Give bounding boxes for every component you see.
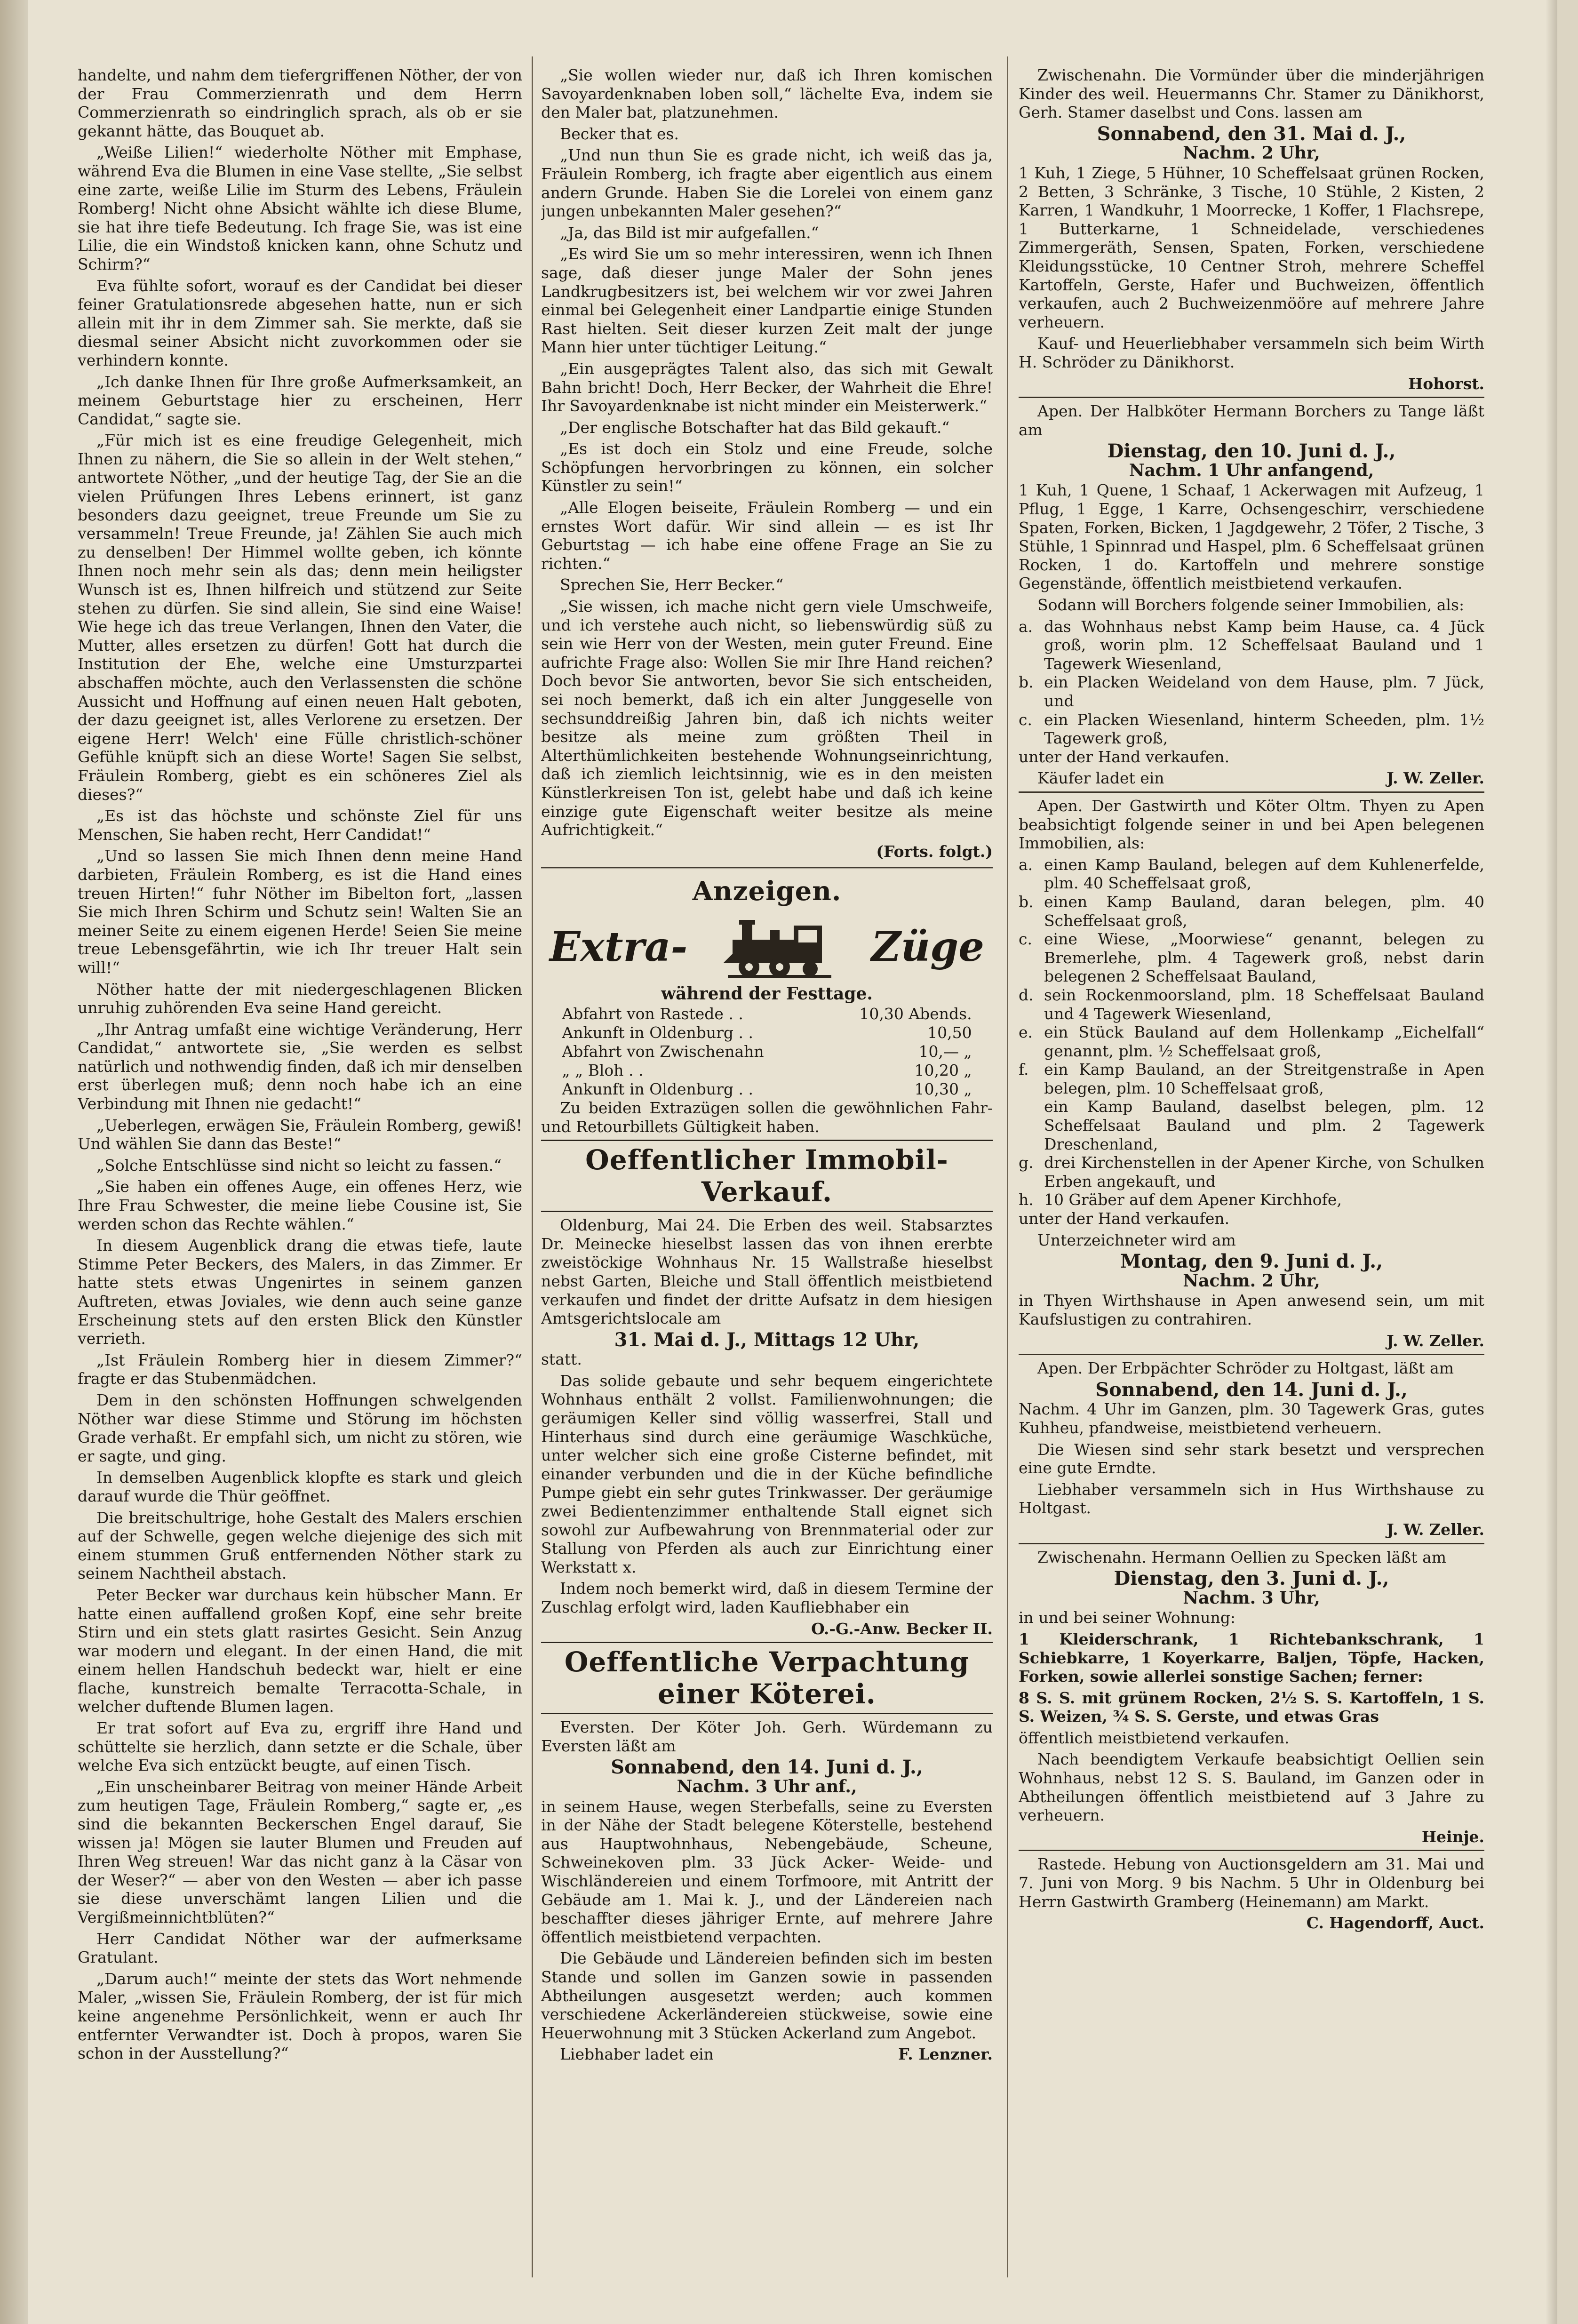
list-item [1019, 986, 1484, 1023]
ad-text: in seinem Hause, wegen Sterbefalls, seine zu Eversten in der Nähe der Stadt belegene Köterstelle, bestehend aus Hauptwohnhaus, Nebengebäude, Scheune, Schweinekoven plm. 33 Jück Acker- Weide- und Wischländereien und einem Torfmoore, mit Antritt der Gebäude am 1. Mai k. J., und der Ländereien nach beschaffter dieses jähriger Ernte, auf mehrere Jahre öffentlich meistbietend verpachten. [541, 1797, 993, 1946]
story-paragraph: Sprechen Sie, Herr Becker.“ [560, 575, 784, 594]
list-text: ein Kamp Bauland, daselbst belegen, plm. 12 Scheffelsaat Bauland und plm. 2 Tagewerk Dreschenland, [1044, 1097, 1484, 1153]
advertisements-heading: Anzeigen. [541, 867, 993, 907]
ad-date: Sonnabend, den 14. Juni d. J., [611, 1756, 923, 1779]
ad-text: Unterzeichneter wird am [1037, 1230, 1236, 1249]
ad-text: Apen. Der Halbköter Hermann Borchers zu Tange läßt am [1019, 402, 1484, 439]
story-paragraph: handelte, und nahm dem tiefergriffenen Nöther, der von der Frau Commerzienrath und dem Herrn Commerzienrath so eindringlich sprach, als ob er sie gekannt hätte, das Bouquet ab. [78, 66, 522, 140]
newspaper-page [28, 0, 1557, 2324]
schedule-note: Zu beiden Extrazügen sollen die gewöhnlichen Fahr- und Retourbillets Gültigkeit haben. [541, 1098, 993, 1136]
story-paragraph: „Für mich ist es eine freudige Gelegenheit, mich Ihnen zu nähern, die Sie so allein in der Welt stehen,“ antwortete Nöther, „und der heutige Tag, der Sie an die vielen Prüfungen Ihres Lebens erinnert, ist ganz besonders dazu geeignet, treue Freunde um Sie zu versammeln! Treue Freunde, ja! Zählen Sie auch mich zu denselben! Der Himmel wollte geben, ich könnte Ihnen noch mehr sein als das; denn mein heiligster Wunsch ist es, Ihnen hilfreich und stützend zur Seite stehen zu dürfen. Sie sind allein, Sie sind eine Waise! Wie hege ich das treue Verlangen, Ihnen den Vater, die Mutter, alles ersetzen zu dürfen! Gott hat durch die Institution der Ehe, welche eine Umsturzpartei abschaffen möchte, auch den Verlassensten die schöne Aussicht und Hoffnung auf einen neuen Halt geboten, der dazu geeignet ist, alles Verlorene zu ersetzen. Der eigene Herr! Welch' eine Fülle christlich-schöner Gefühle knüpft sich an diese Worte! Sagen Sie selbst, Fräulein Romberg, giebt es ein schöneres Ziel als dieses?“ [78, 431, 522, 804]
list-key: d. [1019, 985, 1034, 1004]
schedule-row [559, 1080, 974, 1099]
story-and-ads-column-2 [541, 66, 993, 2066]
schedule-time: 10,30 „ [914, 1079, 972, 1098]
ad-text: Apen. Der Erbpächter Schröder zu Holtgast, läßt am [1037, 1359, 1454, 1378]
schedule-label: Abfahrt von Zwischenahn [562, 1042, 764, 1061]
ad-signature: Hohorst. [1408, 374, 1484, 393]
ad-text: Zwischenahn. Hermann Oellien zu Specken läßt am [1037, 1548, 1447, 1566]
schedule-row [559, 1023, 974, 1042]
trains-label: Züge [871, 923, 984, 971]
ad-text: Nachm. 4 Uhr im Ganzen, plm. 30 Tagewerk Gras, gutes Kuhheu, pfandweise, meistbietend verheuern. [1019, 1400, 1484, 1437]
list-key: a. [1019, 617, 1033, 636]
ad-text: Sodann will Borchers folgende seiner Immobilien, als: [1037, 596, 1465, 615]
ad-divider [1019, 1354, 1484, 1355]
list-key: a. [1019, 855, 1033, 874]
schedule-row [559, 1042, 974, 1061]
schedule-time: 10,— „ [918, 1042, 972, 1061]
extra-label: Extra- [550, 923, 688, 971]
story-paragraph: „Weiße Lilien!“ wiederholte Nöther mit Emphase, während Eva die Blumen in eine Vase stellte, „Sie selbst eine zarte, weiße Lilie im Sturm des Lebens, Fräulein Romberg! Nicht ohne Absicht wählte ich diese Blume, sie hat ihre tiefe Bedeutung. Ich frage Sie, was ist eine Lilie, die ein Windstoß knicken kann, ohne Schutz und Schirm?“ [78, 143, 522, 273]
list-text: ein Stück Bauland auf dem Hollenkamp „Eichelfall“ genannt, plm. ½ Scheffelsaat groß, [1044, 1023, 1484, 1060]
story-paragraph: Nöther hatte der mit niedergeschlagenen Blicken unruhig zuhörenden Eva seine Hand gereicht. [78, 980, 522, 1017]
list-text: einen Kamp Bauland, daran belegen, plm. 40 Scheffelsaat groß, [1044, 892, 1484, 930]
list-item [1019, 1097, 1484, 1153]
story-paragraph: „Sie wissen, ich mache nicht gern viele Umschweife, und ich verstehe auch nicht, so liebenswürdig süß zu sein wie Herr von der Westen, mein guter Freund. Eine aufrichte Frage also: Wollen Sie mir Ihre Hand reichen? Doch bevor Sie antworten, bevor Sie sich entscheiden, sei noch bemerkt, daß ich ein alter Junggeselle von sechsunddreißig Jahren bin, daß ich nichts weiter besitze als meine zum größten Theil in Alterthümlichkeiten bestehende Wohnungseinrichtung, daß ich ziemlich leichtsinnig, wie es in den meisten Künstlerkreisen Ton ist, gelebt habe und daß ich keine einzige gute Eigenschaft weiter besitze als meine Aufrichtigkeit.“ [541, 597, 993, 839]
list-text: einen Kamp Bauland, belegen auf dem Kuhlenerfelde, plm. 40 Scheffelsaat groß, [1044, 855, 1484, 893]
list-text: das Wohnhaus nebst Kamp beim Hause, ca. 4 Jück groß, worin plm. 12 Scheffelsaat Bauland und 1 Tagewerk Wiesenland, [1044, 617, 1484, 673]
list-text: 10 Gräber auf dem Apener Kirchhofe, [1044, 1190, 1342, 1209]
story-paragraph: „Solche Entschlüsse sind nicht so leicht zu fassen.“ [96, 1156, 502, 1174]
story-paragraph: „Ist Fräulein Romberg hier in diesem Zimmer?“ fragte er das Stubenmädchen. [78, 1350, 522, 1388]
lease-heading: Oeffentliche Verpachtung einer Köterei. [541, 1642, 993, 1714]
ad-text: unter der Hand verkaufen. [1019, 747, 1230, 766]
story-paragraph: „Ein unscheinbarer Beitrag von meiner Hände Arbeit zum heutigen Tage, Fräulein Romberg,“ sagte er, „es sind die bekannten Beckerschen Engel darauf, Sie wissen ja! Mögen sie lauter Blumen und Freuden auf Ihren Weg streuen! War das nicht ganz à la Cäsar von der Weser?“ — aber von den Westen — aber ich passe sie diese unverschämt langen Lilien und die Vergißmeinnichtblüten?“ [78, 1777, 522, 1926]
ad-text: in und bei seiner Wohnung: [1019, 1608, 1235, 1627]
ad-text: Liebhaber versammeln sich in Hus Wirthshause zu Holtgast. [1019, 1480, 1484, 1517]
story-paragraph: „Sie wollen wieder nur, daß ich Ihren komischen Savoyardenknaben loben soll,“ lächelte Eva, indem sie den Maler bat, platzunehmen. [541, 66, 993, 122]
schedule-time: 10,20 „ [914, 1061, 972, 1079]
ad-text: 8 S. S. mit grünem Rocken, 2½ S. S. Kartoffeln, 1 S. S. Weizen, ¾ S. S. Gerste, und etwas Gras [1019, 1688, 1484, 1726]
ad-footer [541, 2045, 993, 2064]
story-paragraph: „Alle Elogen beiseite, Fräulein Romberg — und ein ernstes Wort dafür. Wir sind allein — es ist Ihr Geburtstag — ich habe eine offene Frage an Sie zu richten.“ [541, 498, 993, 573]
list-text: ein Placken Weideland von dem Hause, plm. 7 Jück, und [1044, 673, 1484, 710]
story-paragraph: Peter Becker war durchaus kein hübscher Mann. Er hatte einen auffallend großen Kopf, eine sehr breite Stirn und ein stets glatt rasirtes Gesicht. Sein Anzug war modern und elegant. In der einen Hand, die mit einem hellen Handschuh bedeckt war, hielt er eine flache, kunstreich bemalte Terracotta-Schale, in welcher duftende Blumen lagen. [78, 1585, 522, 1716]
story-paragraph: Die breitschultrige, hohe Gestalt des Malers erschien auf der Schwelle, gegen welche diejenige des sich mit einem stummen Gruß entfernenden Nöther stark zu seinem Nachtheil abstach. [78, 1508, 522, 1583]
list-item [1019, 1060, 1484, 1097]
list-text: eine Wiese, „Moorwiese“ genannt, belegen zu Bremerlehe, plm. 4 Tagewerk groß, nebst darin belegenen 2 Scheffelsaat Bauland, [1044, 930, 1484, 986]
story-paragraph: Dem in den schönsten Hoffnungen schwelgenden Nöther war diese Stimme und Störung im höchsten Grade verhaßt. Er empfahl sich, um nicht zu stören, wie er sagte, und ging. [78, 1390, 522, 1465]
ad-date: 31. Mai d. J., Mittags 12 Uhr, [614, 1328, 920, 1351]
list-item [1019, 855, 1484, 893]
list-key: f. [1019, 1060, 1029, 1079]
ad-signature: C. Hagendorff, Auct. [1306, 1914, 1484, 1933]
ad-text: 1 Kuh, 1 Quene, 1 Schaaf, 1 Ackerwagen mit Aufzeug, 1 Pflug, 1 Egge, 1 Karre, Ochsengeschirr, verschiedene Spaten, Forken, Bicken, 1 Jagdgewehr, 2 Töfer, 2 Tische, 3 Stühle, 1 Spinnrad und Haspel, plm. 6 Scheffelsaat grünen Rocken, 1 do. Kartoffeln und mehrere sonstige Gegenstände, öffentlich meistbietend verkaufen. [1019, 481, 1484, 593]
column-rule [532, 56, 533, 2277]
list-item [1019, 893, 1484, 930]
extra-trains-ad [541, 911, 993, 982]
list-key: e. [1019, 1023, 1033, 1042]
story-paragraph: Becker that es. [560, 124, 679, 143]
schedule-label: Abfahrt von Rastede . . [562, 1004, 743, 1023]
list-item [1019, 711, 1484, 748]
ad-text: unter der Hand verkaufen. [1019, 1209, 1230, 1228]
story-paragraph: „Sie haben ein offenes Auge, ein offenes Herz, wie Ihre Frau Schwester, die meine liebe Cousine ist, Sie werden schon das Rechte wählen.“ [78, 1177, 522, 1233]
story-paragraph: „Es ist doch ein Stolz und eine Freude, solche Schöpfungen hervorbringen zu können, ein solcher Künstler zu sein!“ [541, 439, 993, 495]
list-key: h. [1019, 1190, 1034, 1209]
ad-divider [1019, 1543, 1484, 1544]
story-paragraph: „Ueberlegen, erwägen Sie, Fräulein Romberg, gewiß! Und wählen Sie dann das Beste!“ [78, 1116, 522, 1153]
ad-text: Die Wiesen sind sehr stark besetzt und versprechen eine gute Erndte. [1019, 1440, 1484, 1477]
ad-time: Nachm. 2 Uhr, [1183, 143, 1320, 163]
list-text: sein Rockenmoorsland, plm. 18 Scheffelsaat Bauland und 4 Tagewerk Wiesenland, [1044, 985, 1484, 1023]
schedule-row [559, 1005, 974, 1023]
schedule-label: Ankunft in Oldenburg . . [562, 1079, 754, 1098]
list-item [1019, 1190, 1484, 1209]
ad-text: Das solide gebaute und sehr bequem eingerichtete Wohnhaus enthält 2 vollst. Familienwohnungen; die geräumigen Keller sind völlig wasserfrei, Stall und Hinterhaus sind durch eine geräumige Waschküche, unter welcher sich eine große Cisterne befindet, mit einander verbunden und die in der Küche befindliche Pumpe giebt ein sehr gutes Trinkwasser. Der geräumige zwei Bedientenzimmer enthaltende Stall eignet sich sowohl zur Aufbewahrung von Brennmaterial oder zur Stallung von Pferden als auch zur Einrichtung einer Werkstatt x. [541, 1371, 993, 1576]
invite-label: Liebhaber ladet ein [560, 2045, 714, 2064]
story-column-1 [78, 66, 522, 2066]
list-item [1019, 673, 1484, 710]
list-key: c. [1019, 710, 1032, 729]
page-edge-shadow [1546, 0, 1557, 2324]
schedule-label: Ankunft in Oldenburg . . [562, 1023, 754, 1042]
ad-text: öffentlich meistbietend verkaufen. [1019, 1728, 1290, 1747]
list-item [1019, 1023, 1484, 1060]
schedule-label: „ „ Bloh . . [562, 1061, 644, 1079]
binding-gutter [0, 0, 28, 2324]
ad-date: Sonnabend, den 14. Juni d. J., [1095, 1378, 1408, 1401]
ad-footer [1019, 769, 1484, 788]
invite-label: Käufer ladet ein [1037, 769, 1164, 788]
ad-signature: J. W. Zeller. [1387, 1520, 1484, 1539]
list-item [1019, 1153, 1484, 1190]
list-key: g. [1019, 1153, 1034, 1172]
ad-date: Montag, den 9. Juni d. J., [1120, 1250, 1383, 1273]
ad-text: 1 Kuh, 1 Ziege, 5 Hühner, 10 Scheffelsaat grünen Rocken, 2 Betten, 3 Schränke, 3 Tische, 10 Stühle, 2 Kisten, 2 Karren, 1 Wandkuhr, 1 Moorrecke, 1 Koffer, 1 Flachsrepe, 1 Butterkarne, 1 Schneidelade, verschiedenes Zimmergeräth, Sensen, Spaten, Forken, verschiedene Kleidungsstücke, 10 Centner Stroh, mehrere Scheffel Kartoffeln, Gerste, Hafer und Buchweizen, öffentlich verkaufen, auch 2 Buchweizenmööre auf mehrere Jahre verheuern. [1019, 163, 1484, 331]
story-paragraph: „Und nun thun Sie es grade nicht, ich weiß das ja, Fräulein Romberg, ich fragte aber eigentlich aus einem andern Grunde. Haben Sie die Lorelei von einem ganz jungen unbekannten Maler gesehen?“ [541, 146, 993, 221]
continuation-note: (Forts. folgt.) [876, 842, 993, 861]
ad-text: Rastede. Hebung von Auctionsgeldern am 31. Mai und 7. Juni von Morg. 9 bis Nachm. 5 Uhr in Oldenburg bei Herrn Gastwirth Gramberg (Heinemann) am Markt. [1019, 1855, 1484, 1911]
ad-text: in Thyen Wirthshause in Apen anwesend sein, um mit Kaufslustigen zu contrahiren. [1019, 1291, 1484, 1328]
ads-column-3 [1019, 66, 1484, 1935]
ad-text: Eversten. Der Köter Joh. Gerh. Würdemann zu Eversten läßt am [541, 1718, 993, 1755]
ad-date: Dienstag, den 10. Juni d. J., [1107, 440, 1396, 463]
locomotive-icon [723, 911, 836, 982]
ad-divider [1019, 791, 1484, 793]
list-key [1019, 1097, 1037, 1153]
property-sale-heading: Oeffentlicher Immobil-Verkauf. [541, 1140, 993, 1212]
list-text: drei Kirchenstellen in der Apener Kirche, von Schulken Erben angekauft, und [1044, 1153, 1484, 1190]
ad-signature: J. W. Zeller. [1387, 1331, 1484, 1350]
ad-text: statt. [541, 1350, 582, 1369]
story-paragraph: „Darum auch!“ meinte der stets das Wort nehmende Maler, „wissen Sie, Fräulein Romberg, der ist für mich keine angenehme Persönlichkeit, wenn er auch Ihr entfernter Verwandter ist. Doch à propos, waren Sie schon in der Ausstellung?“ [78, 1969, 522, 2063]
story-paragraph: Herr Candidat Nöther war der aufmerksame Gratulant. [78, 1929, 522, 1967]
ad-signature: Heinje. [1421, 1827, 1484, 1846]
ad-text: Oldenburg, Mai 24. Die Erben des weil. Stabsarztes Dr. Meinecke hieselbst lassen das von ihnen ererbte zweistöckige Wohnhaus Nr. 15 Wallstraße hieselbst nebst Garten, Bleiche und Stall öffentlich meistbietend verkaufen und findet der dritte Aufsatz in dem hiesigen Amtsgerichtslocale am [541, 1216, 993, 1328]
list-key: b. [1019, 673, 1034, 692]
schedule-time: 10,50 [927, 1023, 972, 1042]
ad-text: Nach beendigtem Verkaufe beabsichtigt Oellien sein Wohnhaus, nebst 12 S. S. Bauland, im Ganzen oder in Abtheilungen öffentlich meistbietend auf 3 Jahre zu verheuern. [1019, 1750, 1484, 1825]
ad-text: Die Gebäude und Ländereien befinden sich im besten Stande und sollen im Ganzen sowie in passenden Abtheilungen ausgesetzt werden; auch kommen verschiedene Ackerländereien stückweise, sowie eine Heuerwohnung mit 3 Stücken Ackerland zum Angebot. [541, 1949, 993, 2042]
list-item [1019, 617, 1484, 673]
story-paragraph: „Und so lassen Sie mich Ihnen denn meine Hand darbieten, Fräulein Romberg, es ist die Hand eines treuen Hirten!“ fuhr Nöther im Bibelton fort, „lassen Sie mich Ihren Schirm und Schutz sein! Walten Sie an meiner Seite zu einem eigenen Herde! Seien Sie meine treue Lebensgefährtin, wie ich Ihr treuer Halt sein will!“ [78, 847, 522, 977]
story-paragraph: Eva fühlte sofort, worauf es der Candidat bei dieser feiner Gratulationsrede abgesehen hatte, nun er sich allein mit ihr in dem Zimmer sah. Sie merkte, daß sie diesmal seiner Absicht nicht zuvorkommen oder sie verhindern konnte. [78, 276, 522, 369]
story-paragraph: Er trat sofort auf Eva zu, ergriff ihre Hand und schüttelte sie herzlich, dann setzte er die Schale, über welche Eva sich entzückt beugte, auf einen Tisch. [78, 1719, 522, 1775]
list-key: c. [1019, 930, 1032, 949]
story-paragraph: „Ja, das Bild ist mir aufgefallen.“ [560, 223, 819, 242]
ad-text: Kauf- und Heuerliebhaber versammeln sich beim Wirth H. Schröder zu Dänikhorst. [1019, 334, 1484, 371]
list-text: ein Kamp Bauland, an der Streitgenstraße in Apen belegen, plm. 10 Scheffelsaat groß, [1044, 1060, 1484, 1097]
story-paragraph: „Ein ausgeprägtes Talent also, das sich mit Gewalt Bahn bricht! Doch, Herr Becker, der Wahrheit die Ehre! Ihr Savoyardenknabe ist nicht minder ein Meisterwerk.“ [541, 359, 993, 415]
story-paragraph: „Es ist das höchste und schönste Ziel für uns Menschen, Sie haben recht, Herr Candidat!“ [78, 807, 522, 844]
ad-time: Nachm. 1 Uhr anfangend, [1129, 460, 1374, 480]
ad-signature: F. Lenzner. [898, 2045, 993, 2064]
train-schedule [559, 1005, 974, 1099]
story-paragraph: „Es wird Sie um so mehr interessiren, wenn ich Ihnen sage, daß dieser junge Maler der Sohn jenes Landkrugbesitzers ist, bei welchem wir vor zwei Jahren einmal bei Gelegenheit einer Landpartie einige Stunden Rast hielten. Seit dieser kurzen Zeit malt der junge Mann hier unter tüchtiger Leitung.“ [541, 245, 993, 357]
ad-text: Indem noch bemerkt wird, daß in diesem Termine der Zuschlag erfolgt wird, laden Kaufliebhaber ein [541, 1579, 993, 1616]
column-rule [1007, 56, 1008, 2277]
ad-text: Zwischenahn. Die Vormünder über die minderjährigen Kinder des weil. Heuermanns Chr. Stamer zu Dänikhorst, Gerh. Stamer daselbst und Cons. lassen am [1019, 66, 1484, 122]
list-text: ein Placken Wiesenland, hinterm Scheeden, plm. 1½ Tagewerk groß, [1044, 710, 1484, 748]
story-paragraph: In diesem Augenblick drang die etwas tiefe, laute Stimme Peter Beckers, des Malers, in das Zimmer. Er hatte stets etwas Ungenirtes in seinem ganzen Auftreten, etwas Joviales, wie denn auch seine ganze Erscheinung stets auf den ersten Blick den Künstler verrieth. [78, 1236, 522, 1348]
ad-time: Nachm. 3 Uhr, [1183, 1588, 1320, 1608]
ad-text: Apen. Der Gastwirth und Köter Oltm. Thyen zu Apen beabsichtigt folgende seiner in und bei Apen belegenen Immobilien, als: [1019, 796, 1484, 853]
ad-text: 1 Kleiderschrank, 1 Richtebankschrank, 1 Schiebkarre, 1 Koyerkarre, Baljen, Töpfe, Hacken, Forken, sowie allerlei sonstige Sachen; ferner: [1019, 1629, 1484, 1686]
festival-subtitle: während der Festtage. [661, 984, 873, 1004]
ad-divider [1019, 397, 1484, 398]
schedule-time: 10,30 Abends. [859, 1004, 972, 1023]
ad-signature: O.-G.-Anw. Becker II. [811, 1619, 993, 1638]
ad-time: Nachm. 3 Uhr anf., [677, 1776, 857, 1797]
schedule-row [559, 1061, 974, 1080]
ad-date: Dienstag, den 3. Juni d. J., [1114, 1567, 1389, 1590]
ad-time: Nachm. 2 Uhr, [1183, 1270, 1320, 1291]
story-paragraph: „Ihr Antrag umfaßt eine wichtige Veränderung, Herr Candidat,“ antwortete sie, „Sie werden es selbst natürlich und nothwendig finden, daß ich mir denselben erst überlegen muß; denn noch habe ich an eine Verbindung mit Ihnen nie gedacht!“ [78, 1020, 522, 1113]
ad-date: Sonnabend, den 31. Mai d. J., [1097, 122, 1406, 145]
ad-signature: J. W. Zeller. [1387, 769, 1484, 788]
list-item [1019, 930, 1484, 986]
story-paragraph: In demselben Augenblick klopfte es stark und gleich darauf wurde die Thür geöffnet. [78, 1468, 522, 1505]
story-paragraph: „Ich danke Ihnen für Ihre große Aufmerksamkeit, an meinem Geburtstage hier zu erscheinen, Herr Candidat,“ sagte sie. [78, 372, 522, 428]
list-key: b. [1019, 892, 1034, 911]
ad-divider [1019, 1850, 1484, 1851]
story-paragraph: „Der englische Botschafter hat das Bild gekauft.“ [560, 418, 950, 437]
